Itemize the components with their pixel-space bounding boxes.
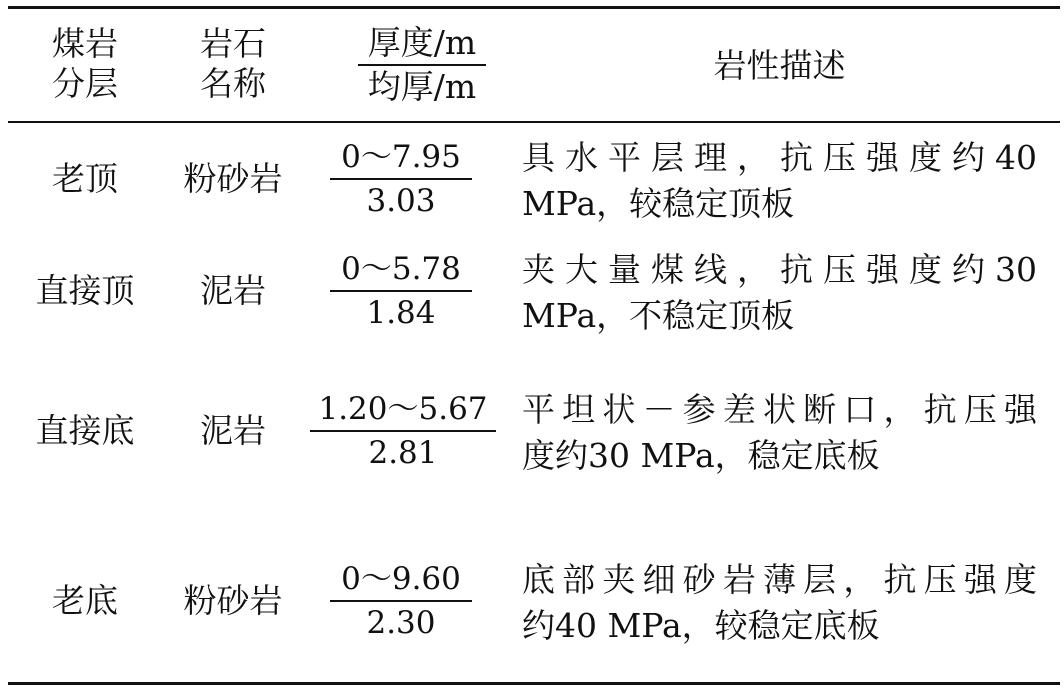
- row3-desc-line2: 度约30 MPa，稳定底板: [522, 436, 880, 475]
- row4-rock: 粉砂岩: [183, 581, 283, 620]
- header-rule: [8, 121, 1060, 123]
- row4-thickness: [330, 560, 472, 642]
- header-thickness: [358, 24, 486, 106]
- header-description: 岩性描述: [713, 46, 846, 85]
- header-rock-line2: 名称: [200, 64, 266, 103]
- row4-range: 0～9.60: [341, 561, 461, 597]
- row3-rock: 泥岩: [200, 411, 266, 450]
- row1-rock: 粉砂岩: [183, 159, 283, 198]
- header-layer-line2: 分层: [52, 64, 118, 103]
- row1-thickness: [330, 138, 472, 220]
- header-rock-line1: 岩石: [200, 24, 266, 63]
- row3-thickness: [310, 390, 496, 472]
- row4-desc-line1: 底部夹细砂岩薄层，抗压强度: [522, 560, 1037, 599]
- row1-description: [522, 135, 1037, 227]
- top-rule: [8, 6, 1060, 9]
- row4-description: [522, 557, 1037, 649]
- row1-range: 0～7.95: [341, 139, 461, 175]
- header-layer: [30, 24, 140, 104]
- row2-thickness: [330, 250, 472, 332]
- row2-range: 0～5.78: [341, 251, 461, 287]
- row1-average: 3.03: [366, 183, 436, 219]
- header-thickness-num: 厚度/m: [367, 23, 477, 62]
- row4-desc-line2: 约40 MPa，较稳定底板: [522, 606, 880, 645]
- row3-description: [522, 387, 1037, 479]
- row2-rock: 泥岩: [200, 271, 266, 310]
- header-thickness-den: 均厚/m: [367, 67, 477, 106]
- row2-average: 1.84: [366, 295, 436, 331]
- row4-layer: 老底: [52, 581, 118, 620]
- row2-description: [522, 247, 1037, 339]
- row2-desc-line2: MPa，不稳定顶板: [522, 296, 795, 335]
- row1-layer: 老顶: [52, 159, 118, 198]
- row1-desc-line1: 具水平层理，抗压强度约40: [522, 138, 1037, 177]
- row3-layer: 直接底: [35, 411, 135, 450]
- row1-desc-line2: MPa，较稳定顶板: [522, 184, 795, 223]
- header-rock-name: [178, 24, 288, 104]
- row2-desc-line1: 夹大量煤线，抗压强度约30: [522, 250, 1037, 289]
- row2-layer: 直接顶: [35, 271, 135, 310]
- header-layer-line1: 煤岩: [52, 24, 118, 63]
- row4-average: 2.30: [366, 605, 436, 641]
- row3-average: 2.81: [368, 435, 438, 471]
- row3-range: 1.20～5.67: [318, 391, 488, 427]
- bottom-rule: [8, 682, 1060, 685]
- row3-desc-line1: 平坦状－参差状断口，抗压强: [522, 390, 1037, 429]
